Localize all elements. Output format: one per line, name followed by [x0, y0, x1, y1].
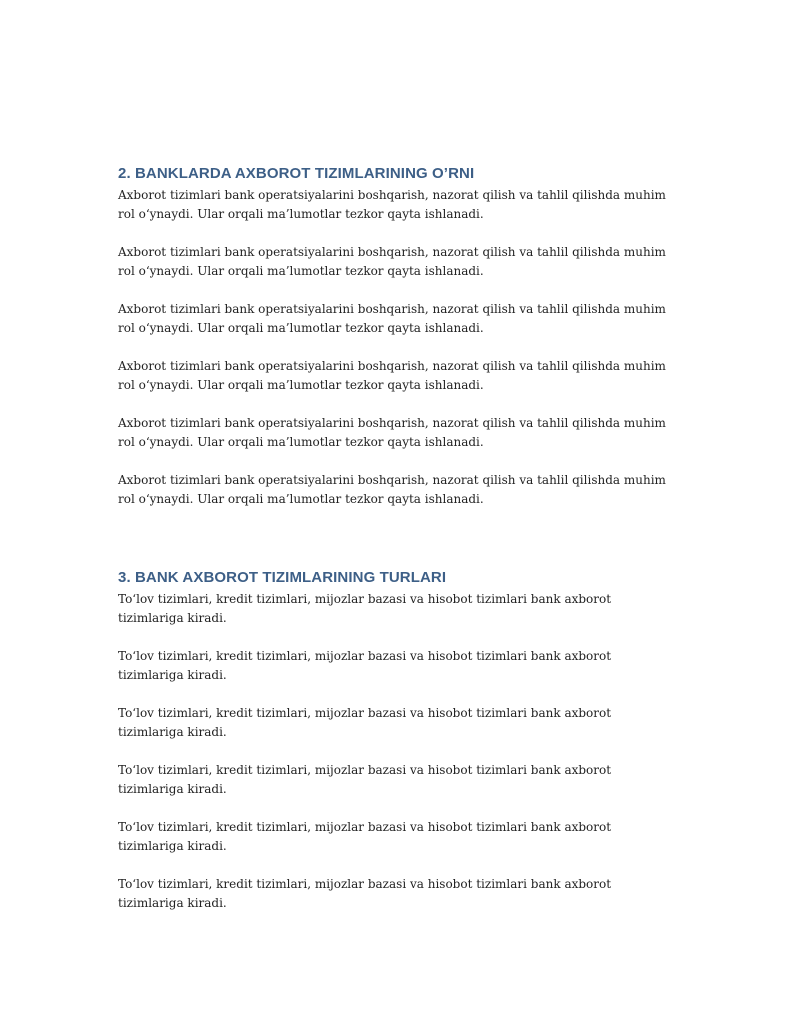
paragraph: To‘lov tizimlari, kredit tizimlari, mijozlar bazasi va hisobot tizimlari bank axborot tizimlariga kiradi. — [118, 763, 612, 796]
section-bank-axborot-turlari — [118, 567, 678, 913]
section-heading: 3. BANK AXBOROT TIZIMLARINING TURLARI — [118, 569, 447, 586]
paragraph: Axborot tizimlari bank operatsiyalarini boshqarish, nazorat qilish va tahlil qilishda muhim rol o‘ynaydi. Ular orqali ma’lumotlar tezkor qayta ishlanadi. — [118, 188, 666, 221]
paragraph: To‘lov tizimlari, kredit tizimlari, mijozlar bazasi va hisobot tizimlari bank axborot tizimlariga kiradi. — [118, 592, 612, 625]
section-heading: 2. BANKLARDA AXBOROT TIZIMLARINING O’RNI — [118, 165, 475, 182]
paragraph: Axborot tizimlari bank operatsiyalarini boshqarish, nazorat qilish va tahlil qilishda muhim rol o‘ynaydi. Ular orqali ma’lumotlar tezkor qayta ishlanadi. — [118, 245, 666, 278]
paragraph: To‘lov tizimlari, kredit tizimlari, mijozlar bazasi va hisobot tizimlari bank axborot tizimlariga kiradi. — [118, 877, 612, 910]
paragraph: To‘lov tizimlari, kredit tizimlari, mijozlar bazasi va hisobot tizimlari bank axborot tizimlariga kiradi. — [118, 820, 612, 853]
paragraph: To‘lov tizimlari, kredit tizimlari, mijozlar bazasi va hisobot tizimlari bank axborot tizimlariga kiradi. — [118, 706, 612, 739]
section-banklarda-axborot — [118, 163, 678, 509]
paragraph: Axborot tizimlari bank operatsiyalarini boshqarish, nazorat qilish va tahlil qilishda muhim rol o‘ynaydi. Ular orqali ma’lumotlar tezkor qayta ishlanadi. — [118, 473, 666, 506]
paragraph: Axborot tizimlari bank operatsiyalarini boshqarish, nazorat qilish va tahlil qilishda muhim rol o‘ynaydi. Ular orqali ma’lumotlar tezkor qayta ishlanadi. — [118, 302, 666, 335]
paragraph: To‘lov tizimlari, kredit tizimlari, mijozlar bazasi va hisobot tizimlari bank axborot tizimlariga kiradi. — [118, 649, 612, 682]
paragraph: Axborot tizimlari bank operatsiyalarini boshqarish, nazorat qilish va tahlil qilishda muhim rol o‘ynaydi. Ular orqali ma’lumotlar tezkor qayta ishlanadi. — [118, 359, 666, 392]
paragraph: Axborot tizimlari bank operatsiyalarini boshqarish, nazorat qilish va tahlil qilishda muhim rol o‘ynaydi. Ular orqali ma’lumotlar tezkor qayta ishlanadi. — [118, 416, 666, 449]
document-content — [118, 163, 678, 913]
